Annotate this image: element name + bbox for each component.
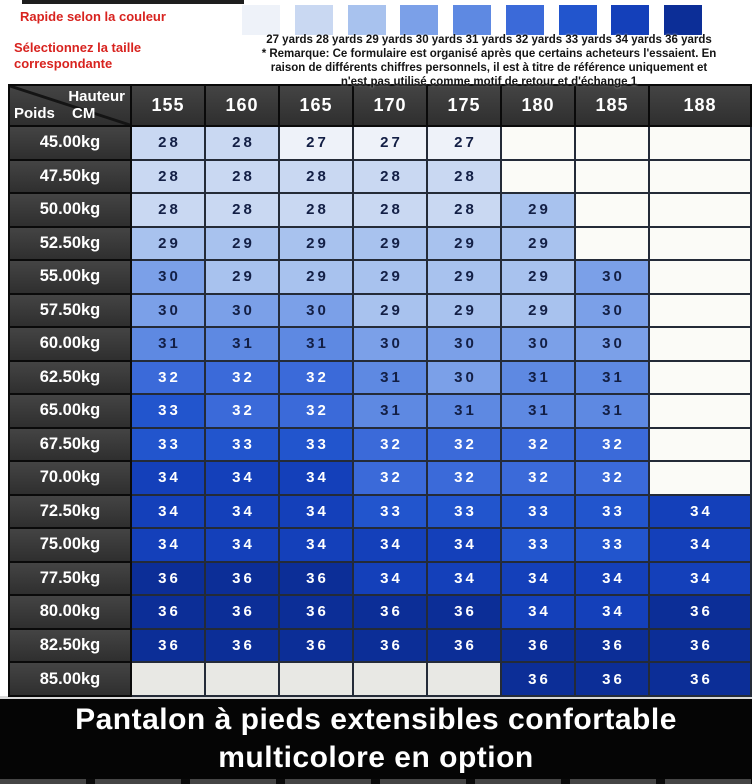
empty-cell [279,662,353,696]
size-cell: 28 [353,160,427,194]
size-cell: 32 [353,461,427,495]
size-table [8,84,752,697]
empty-cell [353,662,427,696]
size-cell: 32 [427,461,501,495]
size-cell: 34 [131,495,205,529]
size-cell: 34 [575,595,649,629]
size-cell: 29 [353,227,427,261]
weight-cell: 77.50kg [9,562,131,596]
size-cell: 31 [575,394,649,428]
product-title-banner [0,699,752,779]
size-cell: 34 [501,562,575,596]
empty-cell [649,227,751,261]
size-cell: 28 [131,126,205,160]
legend-swatch-31 [453,5,491,35]
size-cell: 36 [575,629,649,663]
size-cell: 31 [205,327,279,361]
size-cell: 34 [279,528,353,562]
size-cell: 33 [427,495,501,529]
size-cell: 34 [205,528,279,562]
size-cell: 28 [279,193,353,227]
corner-label-poids: Poids [14,105,55,122]
size-cell: 33 [131,394,205,428]
height-header-175: 175 [427,85,501,126]
size-cell: 30 [575,327,649,361]
table-row [9,193,751,227]
size-cell: 36 [353,629,427,663]
size-cell: 36 [649,629,751,663]
size-table-body [9,126,751,696]
table-row [9,595,751,629]
table-row [9,428,751,462]
size-cell: 33 [575,528,649,562]
size-cell: 31 [353,394,427,428]
legend-swatch-34 [611,5,649,35]
size-cell: 36 [427,595,501,629]
size-cell: 29 [353,294,427,328]
size-cell: 36 [279,562,353,596]
weight-cell: 50.00kg [9,193,131,227]
size-cell: 31 [575,361,649,395]
size-cell: 36 [131,595,205,629]
size-cell: 32 [205,394,279,428]
size-cell: 30 [575,294,649,328]
size-cell: 33 [205,428,279,462]
size-cell: 27 [279,126,353,160]
weight-cell: 85.00kg [9,662,131,696]
size-cell: 31 [501,394,575,428]
empty-cell [205,662,279,696]
size-cell: 30 [131,294,205,328]
table-row [9,629,751,663]
empty-cell [575,126,649,160]
weight-cell: 80.00kg [9,595,131,629]
size-cell: 30 [131,260,205,294]
size-cell: 34 [649,528,751,562]
size-cell: 32 [427,428,501,462]
weight-cell: 82.50kg [9,629,131,663]
size-cell: 34 [575,562,649,596]
size-cell: 36 [205,629,279,663]
legend-swatch-28 [295,5,333,35]
empty-cell [575,160,649,194]
weight-cell: 57.50kg [9,294,131,328]
size-cell: 28 [131,160,205,194]
size-cell: 29 [427,294,501,328]
size-cell: 31 [501,361,575,395]
size-cell: 31 [131,327,205,361]
size-cell: 27 [427,126,501,160]
size-cell: 33 [501,495,575,529]
size-cell: 29 [501,193,575,227]
size-cell: 30 [353,327,427,361]
table-row [9,361,751,395]
size-cell: 33 [279,428,353,462]
size-cell: 34 [649,562,751,596]
size-cell: 29 [205,227,279,261]
size-cell: 33 [575,495,649,529]
table-row [9,394,751,428]
table-row [9,160,751,194]
height-header-185: 185 [575,85,649,126]
size-cell: 34 [205,461,279,495]
size-cell: 32 [205,361,279,395]
size-cell: 34 [279,495,353,529]
size-cell: 30 [575,260,649,294]
size-cell: 32 [279,394,353,428]
table-row [9,327,751,361]
size-cell: 36 [279,595,353,629]
empty-cell [649,361,751,395]
weight-cell: 52.50kg [9,227,131,261]
empty-cell [649,394,751,428]
weight-cell: 45.00kg [9,126,131,160]
size-cell: 32 [575,461,649,495]
size-cell: 33 [131,428,205,462]
weight-cell: 55.00kg [9,260,131,294]
size-cell: 34 [131,528,205,562]
size-cell: 33 [353,495,427,529]
table-row [9,260,751,294]
remark-line-2: raison de différents chiffres personnels, il est à titre de référence uniquement et [270,62,708,74]
empty-cell [649,260,751,294]
size-cell: 36 [131,629,205,663]
size-cell: 28 [205,193,279,227]
height-header-180: 180 [501,85,575,126]
size-cell: 36 [427,629,501,663]
legend-swatch-27 [242,5,280,35]
weight-cell: 62.50kg [9,361,131,395]
weight-cell: 65.00kg [9,394,131,428]
legend-swatch-36 [664,5,702,35]
legend-swatch-29 [348,5,386,35]
color-scale [242,5,702,35]
table-row [9,662,751,696]
table-row [9,227,751,261]
corner-cell [9,85,131,126]
size-cell: 31 [353,361,427,395]
size-cell: 36 [205,562,279,596]
size-cell: 28 [427,193,501,227]
size-cell: 29 [353,260,427,294]
size-cell: 36 [575,662,649,696]
size-cell: 36 [501,629,575,663]
size-cell: 30 [205,294,279,328]
empty-cell [649,193,751,227]
size-cell: 34 [353,528,427,562]
size-cell: 27 [353,126,427,160]
size-cell: 32 [501,461,575,495]
size-cell: 29 [501,260,575,294]
empty-cell [575,193,649,227]
top-edge-bar [22,0,244,4]
size-cell: 29 [427,260,501,294]
table-row [9,495,751,529]
empty-cell [649,126,751,160]
size-cell: 33 [501,528,575,562]
weight-cell: 70.00kg [9,461,131,495]
size-cell: 32 [131,361,205,395]
size-cell: 36 [279,629,353,663]
banner-line-2: multicolore en option [218,741,534,774]
height-header-155: 155 [131,85,205,126]
empty-cell [649,294,751,328]
size-cell: 29 [205,260,279,294]
size-cell: 34 [427,528,501,562]
table-row [9,461,751,495]
size-cell: 30 [279,294,353,328]
size-cell: 29 [279,260,353,294]
size-cell: 36 [205,595,279,629]
empty-cell [131,662,205,696]
weight-cell: 47.50kg [9,160,131,194]
empty-cell [649,461,751,495]
size-cell: 34 [205,495,279,529]
empty-cell [575,227,649,261]
height-header-row [9,85,751,126]
size-cell: 34 [427,562,501,596]
remark-line-3: n'est pas utilisé comme motif de retour et d'échange 1 [340,76,638,88]
height-header-188: 188 [649,85,751,126]
label-selectionnez-taille: Sélectionnez la taille correspondante [14,40,142,71]
size-cell: 29 [427,227,501,261]
size-cell: 30 [427,327,501,361]
size-cell: 34 [353,562,427,596]
remark-line-1: * Remarque: Ce formulaire est organisé après que certains acheteurs l'essaient. En [261,48,717,60]
empty-cell [501,160,575,194]
empty-cell [427,662,501,696]
size-cell: 34 [649,495,751,529]
size-cell: 34 [279,461,353,495]
size-cell: 36 [353,595,427,629]
size-cell: 32 [575,428,649,462]
table-row [9,562,751,596]
table-row [9,294,751,328]
size-cell: 29 [501,294,575,328]
legend-swatch-30 [400,5,438,35]
size-cell: 34 [131,461,205,495]
empty-cell [649,327,751,361]
weight-cell: 75.00kg [9,528,131,562]
size-cell: 30 [427,361,501,395]
size-cell: 32 [353,428,427,462]
size-cell: 28 [205,160,279,194]
height-header-165: 165 [279,85,353,126]
empty-cell [501,126,575,160]
size-cell: 29 [279,227,353,261]
size-cell: 30 [501,327,575,361]
size-cell: 28 [353,193,427,227]
size-cell: 36 [501,662,575,696]
weight-cell: 67.50kg [9,428,131,462]
legend-remark-block [226,33,752,89]
empty-cell [649,428,751,462]
size-cell: 31 [279,327,353,361]
size-cell: 32 [501,428,575,462]
size-cell: 36 [649,595,751,629]
size-cell: 36 [649,662,751,696]
size-cell: 28 [427,160,501,194]
size-cell: 28 [205,126,279,160]
size-cell: 28 [279,160,353,194]
size-cell: 28 [131,193,205,227]
table-row [9,126,751,160]
corner-label-hauteur: Hauteur [68,88,125,105]
height-header-160: 160 [205,85,279,126]
legend-swatch-33 [559,5,597,35]
size-cell: 31 [427,394,501,428]
corner-label-cm: CM [72,105,96,122]
legend-swatch-32 [506,5,544,35]
size-cell: 36 [131,562,205,596]
size-cell: 32 [279,361,353,395]
size-cell: 34 [501,595,575,629]
size-cell: 29 [131,227,205,261]
weight-cell: 60.00kg [9,327,131,361]
size-cell: 29 [501,227,575,261]
empty-cell [649,160,751,194]
banner-line-1: Pantalon à pieds extensibles confortable [75,703,677,736]
label-rapide-couleur: Rapide selon la couleur [20,9,166,24]
weight-cell: 72.50kg [9,495,131,529]
height-header-170: 170 [353,85,427,126]
legend-sizes-line: 27 yards 28 yards 29 yards 30 yards 31 yards 32 yards 33 yards 34 yards 36 yards [266,34,712,46]
table-row [9,528,751,562]
bottom-edge-strip [0,779,752,784]
